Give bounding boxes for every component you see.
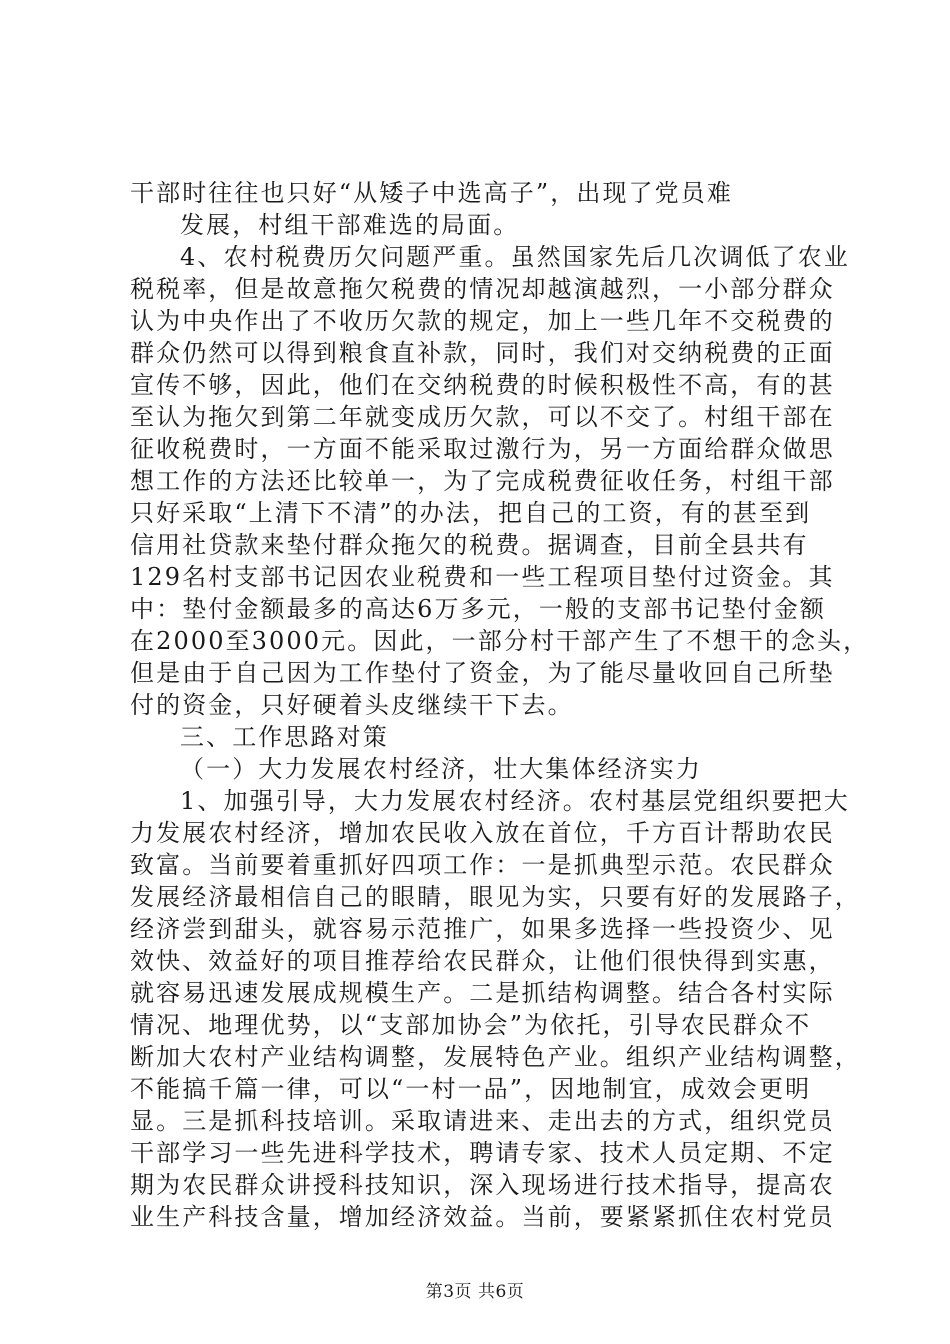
text-line: 业生产科技含量，增加经济效益。当前，要紧紧抓住农村党员 — [130, 1203, 835, 1231]
text-line: 发展经济最相信自己的眼睛，眼见为实，只要有好的发展路子， — [130, 883, 861, 911]
text-line: 经济尝到甜头，就容易示范推广，如果多选择一些投资少、见 — [130, 915, 835, 943]
text-line: 情况、地理优势，以“支部加协会”为依托，引导农民群众不 — [130, 1011, 812, 1039]
text-line: 在2000至3000元。因此，一部分村干部产生了不想干的念头， — [130, 627, 870, 655]
text-line: 付的资金，只好硬着头皮继续干下去。 — [130, 691, 574, 719]
text-line: 认为中央作出了不收历欠款的规定，加上一些几年不交税费的 — [130, 307, 835, 335]
text-line: 效快、效益好的项目推荐给农民群众，让他们很快得到实惠， — [130, 947, 835, 975]
text-line: 1、加强引导，大力发展农村经济。农村基层党组织要把大 — [180, 787, 850, 815]
text-line: 致富。当前要着重抓好四项工作：一是抓典型示范。农民群众 — [130, 851, 835, 879]
text-line: 想工作的方法还比较单一，为了完成税费征收任务，村组干部 — [130, 467, 835, 495]
text-line: 干部学习一些先进科学技术，聘请专家、技术人员定期、不定 — [130, 1139, 835, 1167]
text-line: 但是由于自己因为工作垫付了资金，为了能尽量收回自己所垫 — [130, 659, 835, 687]
section-heading: 三、工作思路对策 — [180, 723, 389, 751]
subsection-heading: （一）大力发展农村经济，壮大集体经济实力 — [180, 755, 702, 783]
text-line: 至认为拖欠到第二年就变成历欠款，可以不交了。村组干部在 — [130, 403, 835, 431]
text-line: 只好采取“上清下不清”的办法，把自己的工资，有的甚至到 — [130, 499, 812, 527]
text-line: 征收税费时，一方面不能采取过激行为，另一方面给群众做思 — [130, 435, 835, 463]
text-line: 力发展农村经济，增加农民收入放在首位，千方百计帮助农民 — [130, 819, 835, 847]
text-line: 发展，村组干部难选的局面。 — [180, 211, 520, 239]
text-line: 断加大农村产业结构调整，发展特色产业。组织产业结构调整， — [130, 1043, 861, 1071]
text-line: 不能搞千篇一律，可以“一村一品”，因地制宜，成效会更明 — [130, 1075, 812, 1103]
text-line: 4、农村税费历欠问题严重。虽然国家先后几次调低了农业 — [180, 243, 850, 271]
text-line: 信用社贷款来垫付群众拖欠的税费。据调查，目前全县共有 — [130, 531, 809, 559]
text-line: 干部时往往也只好“从矮子中选高子”，出现了党员难 — [130, 179, 733, 207]
text-line: 就容易迅速发展成规模生产。二是抓结构调整。结合各村实际 — [130, 979, 835, 1007]
text-line: 宣传不够，因此，他们在交纳税费的时候积极性不高，有的甚 — [130, 371, 835, 399]
text-line: 显。三是抓科技培训。采取请进来、走出去的方式，组织党员 — [130, 1107, 835, 1135]
text-line: 中：垫付金额最多的高达6万多元，一般的支部书记垫付金额 — [130, 595, 826, 623]
page-number-footer: 第3页 共6页 — [425, 1282, 525, 1302]
text-line: 税税率，但是故意拖欠税费的情况却越演越烈，一小部分群众 — [130, 275, 835, 303]
text-line: 期为农民群众讲授科技知识，深入现场进行技术指导，提高农 — [130, 1171, 835, 1199]
text-line: 群众仍然可以得到粮食直补款，同时，我们对交纳税费的正面 — [130, 339, 835, 367]
text-line: 129名村支部书记因农业税费和一些工程项目垫付过资金。其 — [130, 563, 835, 591]
